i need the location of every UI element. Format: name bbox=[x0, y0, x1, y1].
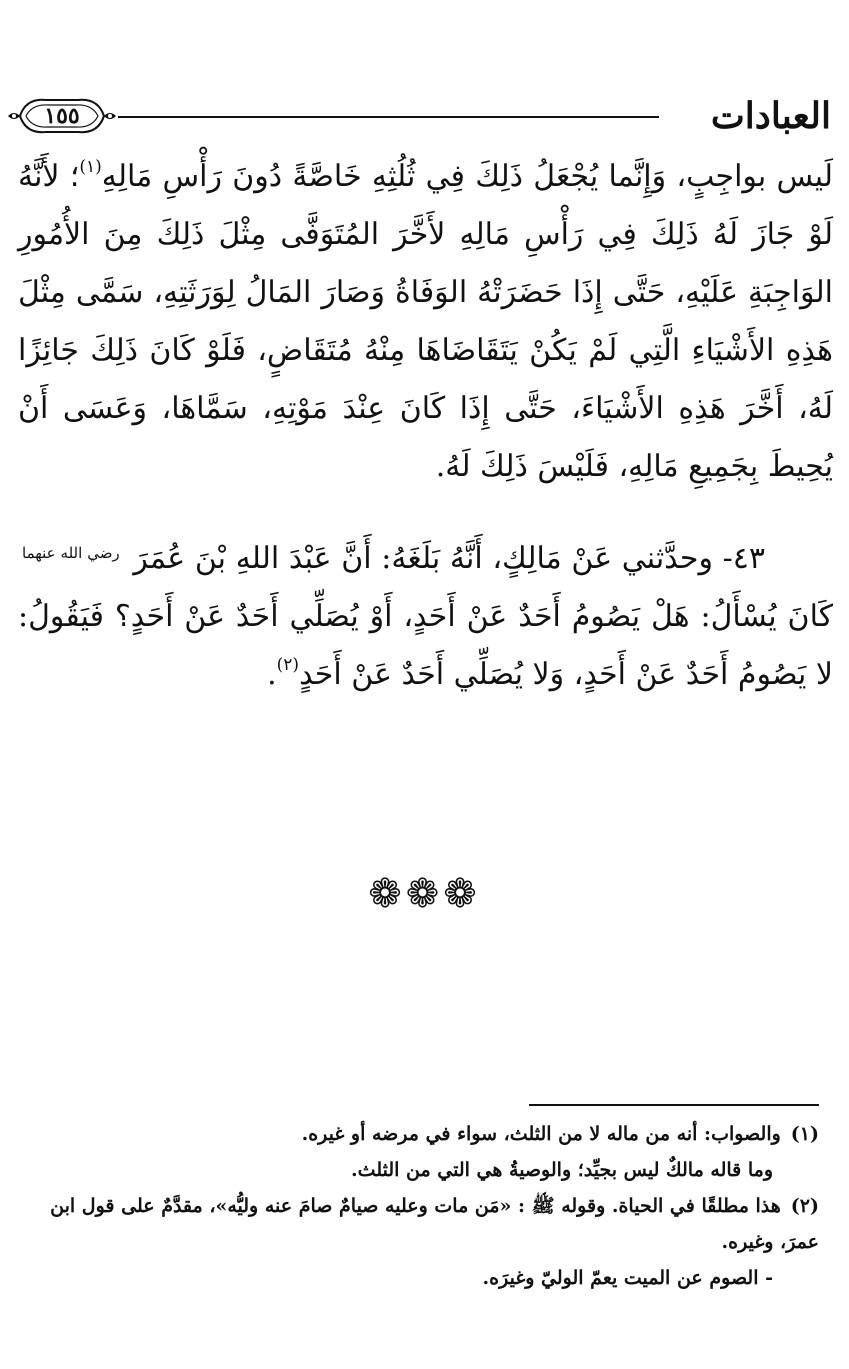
main-text bbox=[18, 148, 833, 704]
footnotes bbox=[29, 1116, 819, 1296]
page-header bbox=[0, 88, 849, 148]
footnote-text: والصواب: أنه من ماله لا من الثلث، سواء في مرضه أو غيره. bbox=[301, 1123, 781, 1145]
footnote-rule bbox=[529, 1104, 819, 1106]
footnote-number: (١) bbox=[790, 1123, 819, 1145]
page-number-badge bbox=[6, 94, 118, 138]
section-ornament-icon: ❁❁❁ bbox=[368, 871, 481, 917]
honorific-glyph: رضي الله عنهما bbox=[22, 544, 120, 562]
chapter-title: العبادات bbox=[710, 95, 831, 137]
header-rule bbox=[118, 116, 659, 118]
paragraph-text: لَيس بواجِبٍ، وَإِنَّما يُجْعَلُ ذَلِكَ فِي ثُلُثِهِ خَاصَّةً دُونَ رَأْسِ مَالِهِ bbox=[101, 159, 833, 194]
paragraph-text: ٤٣- وحدَّثني عَنْ مَالِكٍ، أَنَّهُ بَلَغَهُ: أَنَّ عَبْدَ اللهِ بْنَ عُمَرَ bbox=[133, 541, 765, 576]
footnote-2-continued: - الصوم عن الميت يعمّ الوليّ وغيرَه. bbox=[482, 1267, 773, 1289]
paragraph-text: كَانَ يُسْأَلُ: هَلْ يَصُومُ أَحَدٌ عَنْ أَحَدٍ، أَوْ يُصَلِّي أَحَدٌ عَنْ أَحَدٍ؟ فَيَقُولُ: لا يَصُومُ أَحَدٌ عَنْ أَحَدٍ، وَلا يُصَلِّي أَحَدٌ عَنْ أَحَدٍ bbox=[18, 599, 833, 692]
paragraph bbox=[18, 148, 833, 496]
footnote-ref-1: (١) bbox=[79, 157, 102, 177]
paragraph-end: . bbox=[267, 657, 277, 692]
paragraph-text: ؛ لأَنَّهُ لَوْ جَازَ لَهُ ذَلِكَ فِي رَأْسِ مَالِهِ لأَخَّرَ المُتَوَفَّى مِثْلَ ذَلِكَ مِنَ الأُمُورِ الوَاجِبَةِ عَلَيْهِ، حَتَّى إِذَا حَضَرَتْهُ الوَفَاةُ وَصَارَ المَالُ لِوَرَثَتِهِ، سَمَّى مِثْلَ هَذِهِ الأَشْيَاءِ الَّتِي لَمْ يَكُنْ يَتَقَاضَاهَا مِنْهُ مُتَقَاضٍ، فَلَوْ كَانَ ذَلِكَ جَائِزًا لَهُ، أَخَّرَ هَذِهِ الأَشْيَاءَ، حَتَّى إِذَا كَانَ عِنْدَ مَوْتِهِ، سَمَّاهَا، وَعَسَى أَنْ يُحِيطَ بِجَمِيعِ مَالِهِ، فَلَيْسَ ذَلِكَ لَهُ. bbox=[18, 159, 833, 484]
footnote-ref-2: (٢) bbox=[276, 655, 300, 675]
footnote-text: : «مَن مات وعليه صيامٌ صامَ عنه وليُّه»، مقدَّمٌ على قول ابن عمرَ، وغيره. bbox=[50, 1195, 819, 1253]
footnote-text: هذا مطلقًا في الحياة. وقوله bbox=[561, 1195, 781, 1217]
page-number: ١٥٥ bbox=[44, 103, 80, 129]
paragraph bbox=[18, 524, 833, 704]
honorific-glyph: ﷺ bbox=[531, 1195, 555, 1217]
footnote-1-continued: وما قاله مالكٌ ليس بجيِّد؛ والوصيةُ هي التي من الثلث. bbox=[351, 1159, 773, 1181]
footnote-number: (٢) bbox=[790, 1195, 819, 1217]
footnote-2 bbox=[29, 1188, 819, 1260]
footnote-1 bbox=[29, 1116, 819, 1152]
